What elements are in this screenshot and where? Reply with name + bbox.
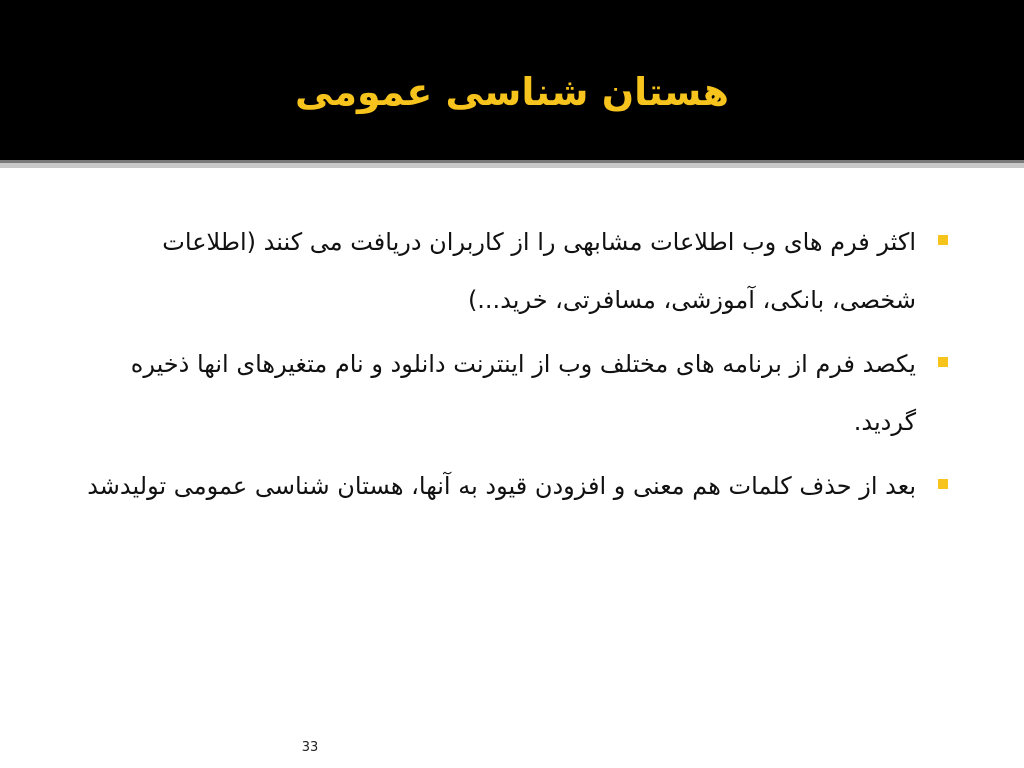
bullet-item [80, 457, 950, 515]
bullet-text: بعد از حذف کلمات هم معنی و افزودن قیود به آنها، هستان شناسی عمومی تولیدشد [87, 472, 916, 500]
page-number: 33 [301, 740, 319, 755]
title-bar [0, 0, 1024, 160]
bullet-item [80, 335, 950, 451]
square-bullet-icon [938, 479, 948, 489]
bullet-text: یکصد فرم از برنامه های مختلف وب از اینترنت دانلود و نام متغیرهای انها ذخیره گردید. [130, 350, 916, 436]
bullet-text: اکثر فرم های وب اطلاعات مشابهی را از کاربران دریافت می کنند (اطلاعات شخصی، بانکی، آموزشی، مسافرتی، خرید...) [162, 228, 916, 314]
bullet-item [80, 213, 950, 329]
square-bullet-icon [938, 235, 948, 245]
title-divider-shadow [0, 163, 1024, 168]
bullet-list [80, 213, 950, 521]
slide-title: هستان شناسی عمومی [295, 70, 729, 114]
square-bullet-icon [938, 357, 948, 367]
